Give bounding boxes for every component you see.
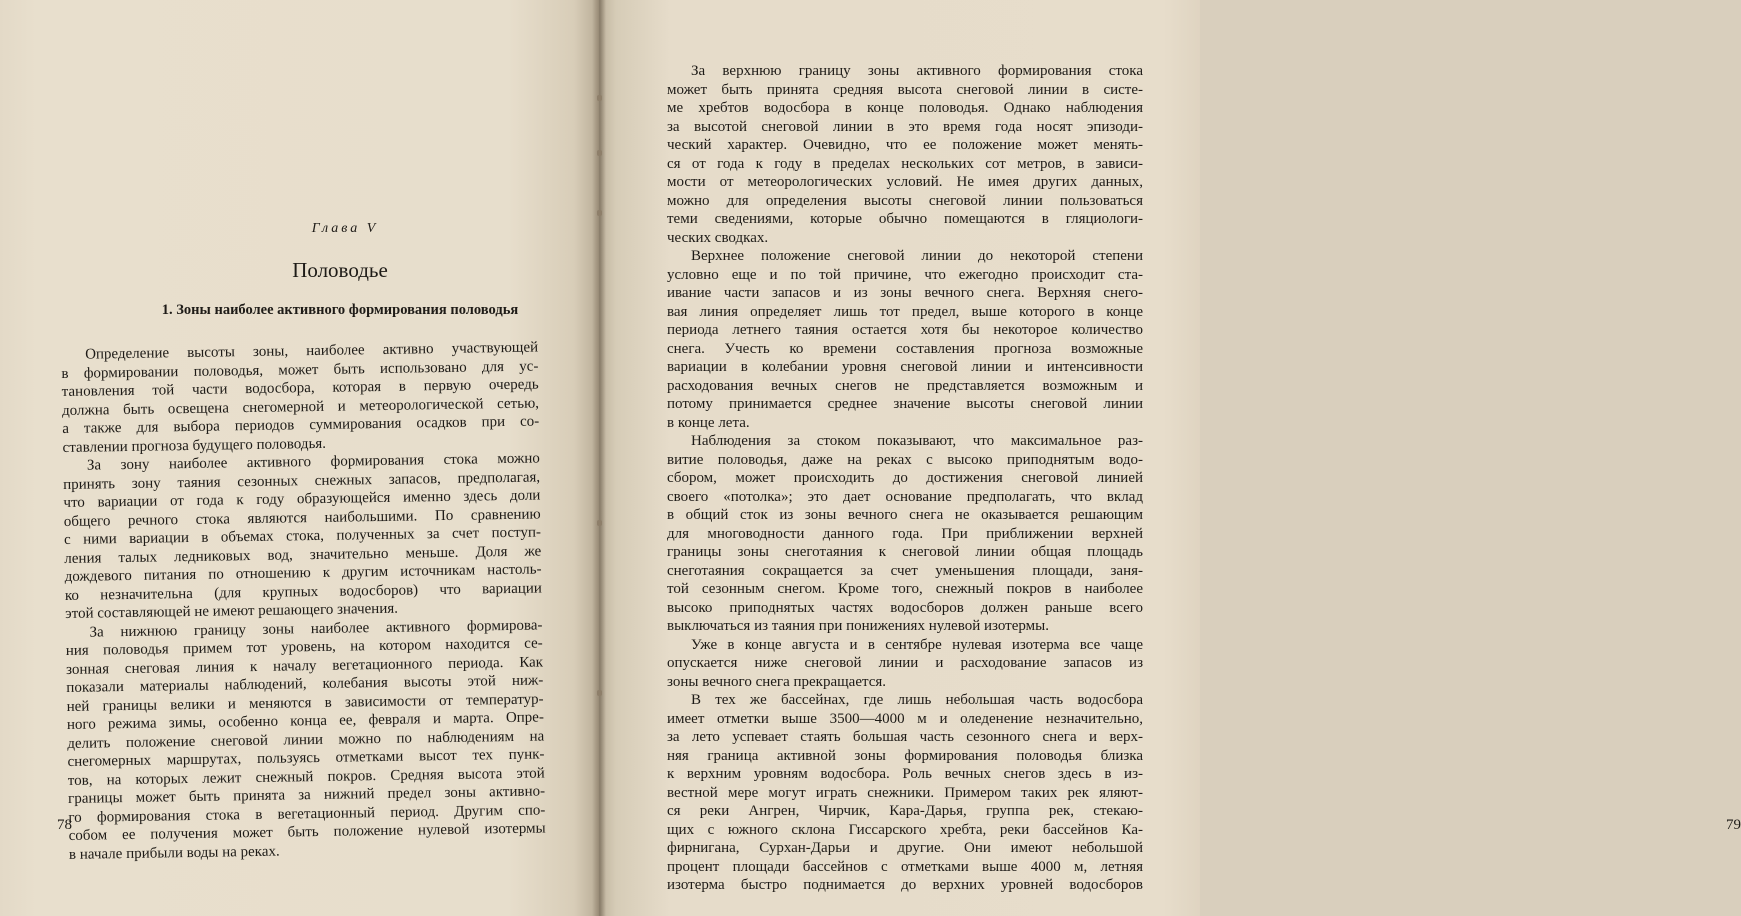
- text-line: ко незначительна (для крупных водосборов) что вариации: [64, 579, 542, 604]
- text-line: вестной мере могут играть снежники. Примером таких рек яляют-: [667, 784, 1143, 801]
- text-line: опускается ниже снеговой линии и расходование запасов из: [667, 655, 1143, 671]
- text-line: ся реки Ангрен, Чирчик, Кара-Дарья, группа рек, стекаю-: [667, 803, 1143, 819]
- binding-stitch: [597, 210, 602, 216]
- binding-stitch: [597, 150, 602, 156]
- text-line: в общий сток из зоны вечного снега не оказывается решающим: [667, 507, 1143, 523]
- text-line: границы зоны снеготаяния к снеговой линии общая площадь: [667, 544, 1143, 560]
- text-line: тановления той части водосбора, которая в первую очередь: [61, 376, 539, 400]
- text-line: теми сведениями, которые обычно помещаются в гляциологи-: [667, 211, 1143, 227]
- text-line: этой составляющей не имеют решающего значения.: [65, 600, 399, 622]
- text-line: вариации в колебании уровня снеговой линии и интенсивности: [667, 359, 1143, 375]
- page-number-right: 79: [1726, 817, 1741, 833]
- text-line: процент площади бассейнов с отметками выше 4000 м, летняя: [667, 858, 1143, 875]
- chapter-label: Глава V: [311, 221, 379, 236]
- text-line: потому принимается среднее значение высоты снеговой линии: [667, 396, 1143, 412]
- binding-stitch: [597, 95, 602, 101]
- text-line: имеет отметки выше 3500—4000 м и оледенение незначительно,: [667, 710, 1143, 727]
- text-line: щих с южного склона Гиссарского хребта, реки бассейнов Ка-: [667, 821, 1143, 838]
- text-line: тов, на которых лежит снежный покров. Средняя высота этой: [67, 764, 545, 789]
- text-line: го формирования стока в вегетационный период. Другим спо-: [68, 801, 546, 826]
- text-line: ления талых ледниковых вод, значительно меньше. Доля же: [64, 542, 542, 567]
- text-line: Наблюдения за стоком показывают, что максимальное раз-: [691, 433, 1143, 449]
- text-line: изотерма быстро поднимается до верхних уровней водосборов: [667, 877, 1143, 893]
- text-line: периода летнего таяния остается хотя бы некоторое количество: [667, 322, 1143, 338]
- left-page: [0, 0, 598, 916]
- binding-stitch: [597, 520, 602, 526]
- text-line: в конце лета.: [667, 414, 750, 431]
- text-line: показали материалы наблюдений, колебания высоты этой ниж-: [66, 672, 544, 696]
- text-line: условно еще и по той причине, что ежегодно происходит ста-: [667, 266, 1143, 283]
- text-line: расходования вечных снегов не представляется возможным и: [667, 377, 1143, 394]
- text-line: ного режима зимы, особенно конца ее, февраля и марта. Опре-: [66, 709, 545, 733]
- right-body-text: [667, 62, 1143, 895]
- chapter-title: Половодье: [292, 258, 388, 282]
- section-heading: 1. Зоны наиболее активного формирования половодья: [161, 302, 519, 318]
- page-number-left: 78: [57, 817, 72, 833]
- text-line: ся от года к году в пределах нескольких сот метров, в зависи-: [667, 155, 1143, 172]
- text-line: витие половодья, даже на реках с высоко приподнятым водо-: [667, 451, 1143, 468]
- text-line: ивание части запасов и из зоны вечного снега. Верхняя снего-: [667, 285, 1143, 301]
- text-line: няя граница активной зоны формирования половодья близка: [667, 747, 1143, 764]
- text-line: За зону наиболее активного формирования стока можно: [86, 450, 540, 474]
- text-line: ческих сводках.: [667, 229, 769, 246]
- left-body-text: [61, 339, 546, 864]
- text-line: с ними вариации в объемах стока, полученных за счет поступ-: [63, 524, 542, 548]
- text-line: снега. Учесть ко времени составления прогноза возможные: [667, 340, 1143, 357]
- text-line: должна быть освещена снегомерной и метеорологической сетью,: [61, 395, 540, 419]
- text-line: той сезонным снегом. Кроме того, снежный покров в наиболее: [667, 581, 1143, 597]
- text-line: можно для определения высоты снеговой линии пользоваться: [667, 192, 1143, 209]
- text-line: ния половодья примем тот уровень, на котором находится се-: [65, 635, 543, 659]
- text-line: может быть принята средняя высота снеговой линии в систе-: [667, 81, 1143, 98]
- text-line: общего речного стока являются наибольшими. По сравнению: [63, 505, 541, 530]
- text-line: для многоводности данного года. При приближении верхней: [667, 525, 1143, 542]
- text-line: Определение высоты зоны, наиболее активно участвующей: [85, 339, 539, 363]
- text-line: в формировании половодья, может быть использовано для ус-: [61, 358, 539, 382]
- text-line: За верхнюю границу зоны активного формирования стока: [691, 63, 1143, 79]
- text-line: делить положение снеговой линии можно по наблюдениям на: [67, 727, 545, 752]
- text-line: выключаться из таяния при понижениях нулевой изотермы.: [667, 618, 1049, 634]
- text-line: что вариации от года к году образующейся именно здесь доли: [63, 487, 541, 511]
- text-line: границы может быть принята за нижний предел зоны активно-: [67, 783, 546, 807]
- text-line: а также для выбора периодов суммирования осадков при со-: [62, 413, 540, 437]
- text-line: своего «потолка»; это дает основание предполагать, что вклад: [667, 488, 1143, 505]
- text-line: Уже в конце августа и в сентябре нулевая изотерма все чаще: [691, 636, 1143, 653]
- text-line: зонная снеговая линия к началу вегетационного периода. Как: [65, 653, 544, 678]
- binding-stitch: [597, 690, 602, 696]
- text-line: за лето успевает стаять большая часть сезонного снега и верх-: [667, 729, 1143, 745]
- text-line: собом ее получения может быть положение нулевой изотермы: [68, 820, 546, 844]
- text-line: принять зону таяния сезонных снежных запасов, предполагая,: [63, 468, 541, 493]
- text-line: ме хребтов водосбора в конце половодья. Однако наблюдения: [667, 100, 1143, 116]
- text-line: дождевого питания по отношению к другим источникам настоль-: [64, 561, 542, 585]
- text-line: высоко приподнятых частях водосборов должен раньше всего: [667, 599, 1143, 616]
- text-line: ставлении прогноза будущего половодья.: [62, 435, 327, 456]
- text-line: за высотой снеговой линии в это время года носят эпизоди-: [667, 118, 1143, 135]
- text-line: к верхним уровням водосбора. Роль вечных снегов здесь в из-: [667, 766, 1143, 782]
- text-line: фирнигана, Сурхан-Дарьи и другие. Они имеют небольшой: [667, 840, 1143, 856]
- text-line: вая линия определяет лишь тот предел, выше которого в конце: [667, 303, 1143, 320]
- text-line: в начале прибыли воды на реках.: [68, 843, 280, 863]
- text-line: В тех же бассейнах, где лишь небольшая часть водосбора: [691, 692, 1143, 708]
- text-line: ческий характер. Очевидно, что ее положение может менять-: [667, 137, 1143, 153]
- text-line: мости от метеорологических условий. Не имея других данных,: [667, 174, 1143, 190]
- text-line: снеготаяния сокращается за счет уменьшения площади, заня-: [667, 562, 1143, 579]
- text-line: За нижнюю границу зоны наиболее активного формирова-: [89, 616, 543, 641]
- text-line: снегомерных маршрутах, пользуясь отметками высот тех пунк-: [67, 746, 545, 770]
- text-line: зоны вечного снега прекращается.: [667, 673, 887, 690]
- text-line: Верхнее положение снеговой линии до некоторой степени: [691, 248, 1143, 264]
- text-line: ней границы велики и меняются в зависимости от температур-: [66, 690, 544, 715]
- text-line: сбором, может происходить до достижения снеговой линией: [667, 470, 1143, 486]
